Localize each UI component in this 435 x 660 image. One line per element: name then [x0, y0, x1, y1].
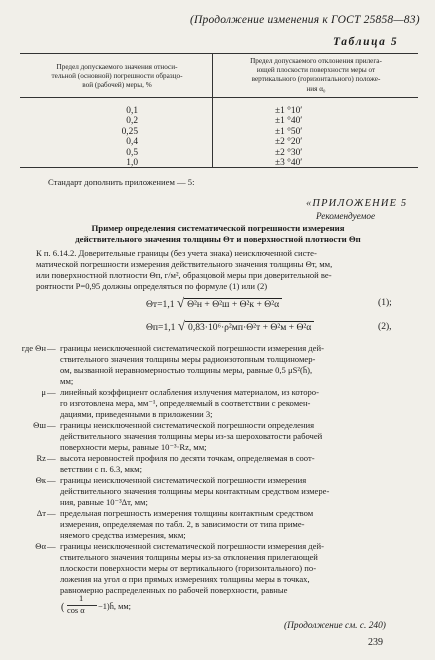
section-heading: Пример определения систематической погрешности измерения действительного значения толщины Θт и поверхностной плотности Θп — [75, 223, 361, 244]
table-cell: 0,4 — [126, 137, 138, 148]
def-dash: — — [47, 387, 56, 397]
standard-addition-line: Стандарт дополнить приложением — 5: — [48, 177, 195, 187]
def-text: границы неисключенной систематической погрешности определения действительного значения толщины меры из-за шероховатости рабочей поверхности меры, равные 10⁻³·Rz, мм; — [60, 420, 323, 452]
fraction-open-paren: ( — [61, 602, 65, 613]
appendix-title: «ПРИЛОЖЕНИЕ 5 — [306, 198, 408, 209]
def-dash: — — [47, 343, 56, 353]
page-number: 239 — [368, 637, 383, 648]
table-col2-header: Предел допускаемого отклонения прилега- ющей плоскости поверхности меры от вертикального (горизонтального) положе- ния α₀ — [250, 57, 382, 93]
table-title: Таблица 5 — [333, 36, 399, 48]
body-paragraph: К п. 6.14.2. Доверительные границы (без учета знака) неисключенной систе- матической погрешности измерения действительного значения толщины Θт, мм, или поверхностной плотности Θп, г/м², образцовой меры при доверительной ве- роятности P=0,95 должны определяться по формуле (1) или (2) — [36, 248, 333, 291]
continuation-header: (Продолжение изменения к ГОСТ 25858—83) — [190, 14, 420, 26]
def-dash: — — [47, 420, 56, 430]
table-cell: ±1 °40′ — [275, 116, 303, 127]
def-term: μ — [41, 387, 46, 397]
def-text: границы неисключенной систематической погрешности измерения дей- ствительного значения толщины меры радиоизотопным толщиномер- ом, вызванной неравномерностью толщины меры, равные 0,5 μS²(h̄), мм; — [60, 343, 324, 386]
def-text: границы неисключенной систематической погрешности измерения действительного значения толщины меры контактным средством измере- ния, равные 10⁻³Δт, мм; — [60, 475, 330, 507]
def-text: предельная погрешность измерения толщины контактным средством измерения, определяемая по табл. 2, в зависимости от типа приме- няемого средства измерения, мкм; — [60, 508, 314, 540]
def-term: Θк — [35, 475, 46, 485]
def-text: границы неисключенной систематической погрешности измерения дей- ствительного значения толщины меры из-за отклонения прилегающей плоскости поверхности меры от вертикального (горизонтального) по- ложения на угол α при прямых измерениях толщины меры в точках, равномерно распределенных по рабочей поверхности, равные — [60, 541, 324, 595]
table-cell: 1,0 — [126, 158, 138, 169]
table-cell: ±3 °40′ — [275, 158, 303, 169]
table-column-divider — [212, 53, 213, 167]
table-cell: ±2 °30′ — [275, 147, 303, 158]
fraction-denominator: cos α — [67, 606, 85, 615]
def-term: Δт — [36, 508, 46, 518]
table-bottom-rule — [20, 167, 418, 168]
table-cell: ±2 °20′ — [275, 137, 303, 148]
table-header-rule — [20, 97, 418, 98]
def-dash: — — [47, 453, 56, 463]
formula-2-number: (2), — [378, 321, 392, 332]
formula-1-number: (1); — [378, 297, 392, 308]
def-dash: — — [47, 475, 56, 485]
table-col1-values — [98, 106, 138, 168]
formula-2: Θп=1,1 √ 0,83·10⁶·ρ²мп·Θ²т + Θ²м + Θ²α — [146, 318, 314, 334]
table-top-rule — [20, 53, 418, 54]
fraction-numerator: 1 — [79, 594, 84, 603]
def-term: Θш — [33, 420, 46, 430]
def-dash: — — [47, 508, 56, 518]
fraction-tail: −1)h̄, мм; — [98, 602, 132, 611]
table-col2-values — [275, 106, 335, 168]
table-cell: 0,1 — [126, 106, 138, 116]
table-cell: ±1 °10′ — [275, 106, 303, 116]
table-cell: 0,25 — [121, 126, 138, 137]
continuation-note: (Продолжение см. с. 240) — [284, 621, 386, 631]
def-term: где Θн — [21, 343, 46, 353]
table-cell: 0,2 — [126, 116, 138, 127]
table-cell: 0,5 — [126, 147, 138, 158]
formula-1: Θт=1,1 √ Θ²н + Θ²ш + Θ²к + Θ²α — [146, 295, 282, 311]
def-term: Θα — [35, 541, 46, 551]
def-term: Rz — [36, 453, 46, 463]
appendix-subtitle: Рекомендуемое — [316, 211, 376, 221]
def-text: высота неровностей профиля по десяти точкам, определяемая в соот- ветствии с п. 6.3, мкм; — [60, 453, 315, 474]
table-cell: ±1 °50′ — [275, 126, 303, 137]
def-dash: — — [47, 541, 56, 551]
table-col1-header: Предел допускаемого значения относи- тельной (основной) погрешности образцо- вой (рабочей) меры, % — [51, 63, 183, 90]
def-text: линейный коэффициент ослабления излучения материалом, из которо- го изготовлена мера, мм⁻¹, определяемый в соответствии с рекомен- дациями, приведенными в приложении 3; — [60, 387, 319, 419]
